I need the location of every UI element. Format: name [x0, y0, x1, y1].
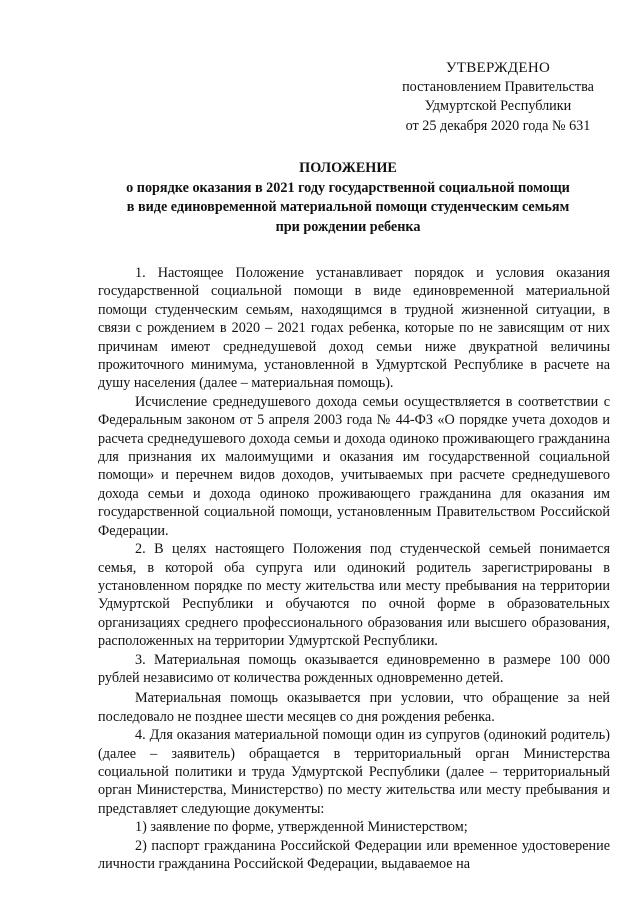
title-line: о порядке оказания в 2021 году государственной социальной помощи — [126, 179, 570, 196]
title-heading: ПОЛОЖЕНИЕ — [299, 160, 397, 176]
approval-line: постановлением Правительства — [402, 79, 594, 96]
title-line: при рождении ребенка — [275, 218, 421, 235]
title-line: в виде единовременной материальной помощи студенческим семьям — [126, 199, 570, 216]
approval-line: от 25 декабря 2020 года № 631 — [405, 117, 591, 134]
paragraph: Исчисление среднедушевого дохода семьи осуществляется в соответствии с Федеральным законом от 5 апреля 2003 года № 44-ФЗ «О порядке учета доходов и расчета среднедушевого дохода семьи и дохода одиноко проживающего гражданина для признания их малоимущими и оказания им государственной социальной помощи» и перечнем видов доходов, учитываемых при расчете среднедушевого дохода семьи и дохода одиноко проживающего гражданина для оказания им государственной социальной помощи, установленным Правительством Российской Федерации. — [98, 393, 610, 539]
list-item: 1) заявление по форме, утвержденной Министерством; — [135, 819, 468, 836]
paragraph: 2. В целях настоящего Положения под студенческой семьей понимается семья, в которой оба супруга или одинокий родитель зарегистрированы в установленном порядке по месту жительства или месту пребывания на территории Удмуртской Республики и обучаются по очной форме в образовательных организациях среднего профессионального образования или высшего образования, расположенных на территории Удмуртской Республики. — [98, 541, 610, 650]
paragraph: Материальная помощь оказывается при условии, что обращение за ней последовало не позднее шести месяцев со дня рождения ребенка. — [98, 690, 610, 725]
approval-line: Удмуртской Республики — [424, 98, 572, 115]
paragraph: 4. Для оказания материальной помощи один из супругов (одинокий родитель) (далее – заявитель) обращается в территориальный орган Министерства социальной политики и труда Удмуртской Республики (далее – территориальный орган Министерства, Министерство) по месту жительства или месту пребывания и представляет следующие документы: — [98, 727, 610, 817]
document-title — [98, 159, 598, 237]
document-body — [98, 264, 610, 873]
approval-heading: УТВЕРЖДЕНО — [445, 60, 551, 76]
approval-stamp — [388, 59, 608, 136]
list-item: 2) паспорт гражданина Российской Федерации или временное удостоверение личности гражданина Российской Федерации, выдаваемое на — [98, 837, 610, 872]
paragraph: 3. Материальная помощь оказывается единовременно в размере 100 000 рублей независимо от количества рожденных одновременно детей. — [98, 651, 610, 686]
paragraph: 1. Настоящее Положение устанавливает порядок и условия оказания государственной социальной помощи в виде единовременной материальной помощи студенческим семьям, находящимся в трудной жизненной ситуации, в связи с рождением в 2020 – 2021 годах ребенка, которые по не зависящим от них причинам имеют среднедушевой доход семьи ниже двукратной величины прожиточного минимума, установленной в Удмуртской Республике в расчете на душу населения (далее – материальная помощь). — [98, 265, 610, 392]
